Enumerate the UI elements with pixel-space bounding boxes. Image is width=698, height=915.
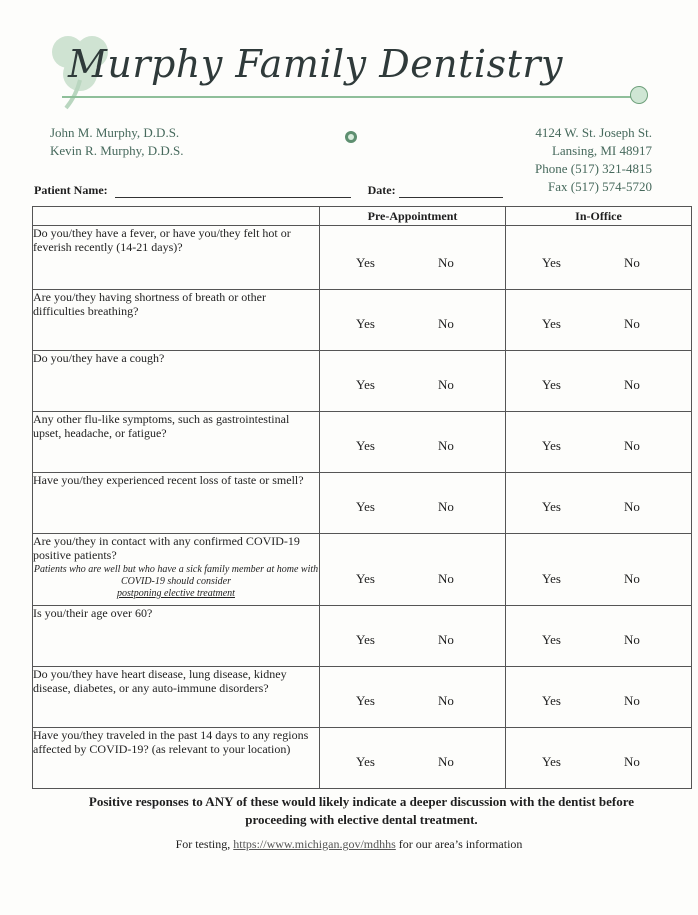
column-header: Pre-Appointment	[320, 207, 506, 226]
question-cell	[33, 606, 320, 667]
testing-info	[0, 837, 698, 852]
pre-appointment-yes-option[interactable]: Yes	[356, 571, 375, 586]
date-label: Date:	[367, 183, 396, 197]
pre-appointment-no-option[interactable]: No	[438, 499, 454, 514]
question-text: Are you/they having shortness of breath or other difficulties breathing?	[33, 290, 266, 318]
in-office-answer-cell	[506, 290, 692, 351]
in-office-answer-cell	[506, 412, 692, 473]
pre-appointment-yes-option[interactable]: Yes	[356, 693, 375, 708]
in-office-yes-option[interactable]: Yes	[542, 571, 561, 586]
in-office-no-option[interactable]: No	[624, 693, 640, 708]
question-row	[33, 351, 692, 412]
pre-appointment-no-option[interactable]: No	[438, 438, 454, 453]
pre-appointment-answer-cell	[320, 606, 506, 667]
in-office-answer-cell	[506, 728, 692, 789]
pre-appointment-no-option[interactable]: No	[438, 316, 454, 331]
in-office-answer-cell	[506, 351, 692, 412]
testing-suffix: for our area’s information	[398, 837, 523, 851]
clinic-emblem-icon	[344, 130, 358, 144]
in-office-answer-cell	[506, 473, 692, 534]
city: Lansing, MI 48917	[551, 143, 652, 158]
street: 4124 W. St. Joseph St.	[535, 125, 652, 140]
in-office-yes-option[interactable]: Yes	[542, 754, 561, 769]
pre-appointment-no-option[interactable]: No	[438, 693, 454, 708]
question-header	[33, 207, 320, 226]
pre-appointment-no-option[interactable]: No	[438, 377, 454, 392]
pre-appointment-yes-option[interactable]: Yes	[356, 377, 375, 392]
in-office-yes-option[interactable]: Yes	[542, 255, 561, 270]
column-header: In-Office	[506, 207, 692, 226]
question-cell	[33, 290, 320, 351]
in-office-answer-cell	[506, 534, 692, 606]
pre-appointment-no-option[interactable]: No	[438, 571, 454, 586]
pre-appointment-answer-cell	[320, 728, 506, 789]
question-text: Do you/they have a cough?	[33, 351, 165, 365]
question-cell	[33, 226, 320, 290]
question-row	[33, 226, 692, 290]
address-block	[535, 124, 652, 196]
footer-notice-line: proceeding with elective dental treatment.	[245, 812, 478, 827]
question-row	[33, 290, 692, 351]
in-office-no-option[interactable]: No	[624, 754, 640, 769]
in-office-yes-option[interactable]: Yes	[542, 693, 561, 708]
question-text: Have you/they traveled in the past 14 days to any regions affected by COVID-19? (as relevant to your location)	[33, 728, 309, 756]
question-text: Are you/they in contact with any confirmed COVID-19 positive patients?	[33, 534, 300, 562]
in-office-yes-option[interactable]: Yes	[542, 632, 561, 647]
in-office-answer-cell	[506, 606, 692, 667]
question-note	[33, 564, 319, 600]
pre-appointment-no-option[interactable]: No	[438, 632, 454, 647]
in-office-no-option[interactable]: No	[624, 377, 640, 392]
in-office-yes-option[interactable]: Yes	[542, 438, 561, 453]
in-office-no-option[interactable]: No	[624, 316, 640, 331]
pre-appointment-answer-cell	[320, 351, 506, 412]
question-cell	[33, 351, 320, 412]
practice-name: Murphy Family Dentistry	[68, 42, 563, 86]
phone: Phone (517) 321-4815	[535, 161, 652, 176]
in-office-no-option[interactable]: No	[624, 255, 640, 270]
question-cell	[33, 473, 320, 534]
question-text: Any other flu-like symptoms, such as gastrointestinal upset, headache, or fatigue?	[33, 412, 290, 440]
question-cell	[33, 728, 320, 789]
question-row	[33, 534, 692, 606]
in-office-yes-option[interactable]: Yes	[542, 377, 561, 392]
footer-notice-line: Positive responses to ANY of these would likely indicate a deeper discussion with the dentist before	[88, 794, 635, 809]
header-rule	[62, 96, 632, 98]
pre-appointment-yes-option[interactable]: Yes	[356, 499, 375, 514]
screening-table	[32, 206, 692, 789]
question-note-emphasis: postponing elective treatment	[117, 588, 235, 599]
in-office-no-option[interactable]: No	[624, 571, 640, 586]
pre-appointment-yes-option[interactable]: Yes	[356, 316, 375, 331]
question-row	[33, 606, 692, 667]
pre-appointment-yes-option[interactable]: Yes	[356, 754, 375, 769]
question-note-text: Patients who are well but who have a sick family member at home with COVID-19 should consider	[33, 564, 319, 587]
testing-prefix: For testing,	[175, 837, 231, 851]
question-row	[33, 412, 692, 473]
pre-appointment-answer-cell	[320, 412, 506, 473]
question-cell	[33, 412, 320, 473]
pre-appointment-no-option[interactable]: No	[438, 255, 454, 270]
question-text: Have you/they experienced recent loss of taste or smell?	[33, 473, 304, 487]
in-office-answer-cell	[506, 226, 692, 290]
in-office-answer-cell	[506, 667, 692, 728]
mdhhs-link[interactable]: https://www.michigan.gov/mdhhs	[233, 837, 396, 851]
pre-appointment-answer-cell	[320, 226, 506, 290]
in-office-no-option[interactable]: No	[624, 499, 640, 514]
question-text: Do you/they have a fever, or have you/they felt hot or feverish recently (14-21 days)?	[33, 226, 291, 254]
date-field[interactable]	[399, 185, 503, 198]
pre-appointment-no-option[interactable]: No	[438, 754, 454, 769]
pre-appointment-yes-option[interactable]: Yes	[356, 255, 375, 270]
question-text: Is you/their age over 60?	[33, 606, 153, 620]
question-row	[33, 667, 692, 728]
in-office-yes-option[interactable]: Yes	[542, 499, 561, 514]
fax: Fax (517) 574-5720	[548, 179, 652, 194]
in-office-no-option[interactable]: No	[624, 632, 640, 647]
question-text: Do you/they have heart disease, lung disease, kidney disease, diabetes, or any auto-immune disorders?	[33, 667, 287, 695]
question-cell	[33, 667, 320, 728]
pre-appointment-answer-cell	[320, 534, 506, 606]
doctor-list	[50, 124, 184, 160]
patient-name-label: Patient Name:	[34, 183, 108, 197]
in-office-no-option[interactable]: No	[624, 438, 640, 453]
doctor-name: Kevin R. Murphy, D.D.S.	[50, 143, 184, 158]
question-row	[33, 728, 692, 789]
question-cell	[33, 534, 320, 606]
golf-ball-icon	[630, 86, 648, 104]
pre-appointment-yes-option[interactable]: Yes	[356, 438, 375, 453]
patient-info-row	[34, 183, 503, 198]
question-row	[33, 473, 692, 534]
patient-name-field[interactable]	[115, 185, 351, 198]
pre-appointment-answer-cell	[320, 290, 506, 351]
pre-appointment-yes-option[interactable]: Yes	[356, 632, 375, 647]
in-office-yes-option[interactable]: Yes	[542, 316, 561, 331]
pre-appointment-answer-cell	[320, 667, 506, 728]
footer-notice	[32, 793, 691, 829]
pre-appointment-answer-cell	[320, 473, 506, 534]
doctor-name: John M. Murphy, D.D.S.	[50, 125, 180, 140]
